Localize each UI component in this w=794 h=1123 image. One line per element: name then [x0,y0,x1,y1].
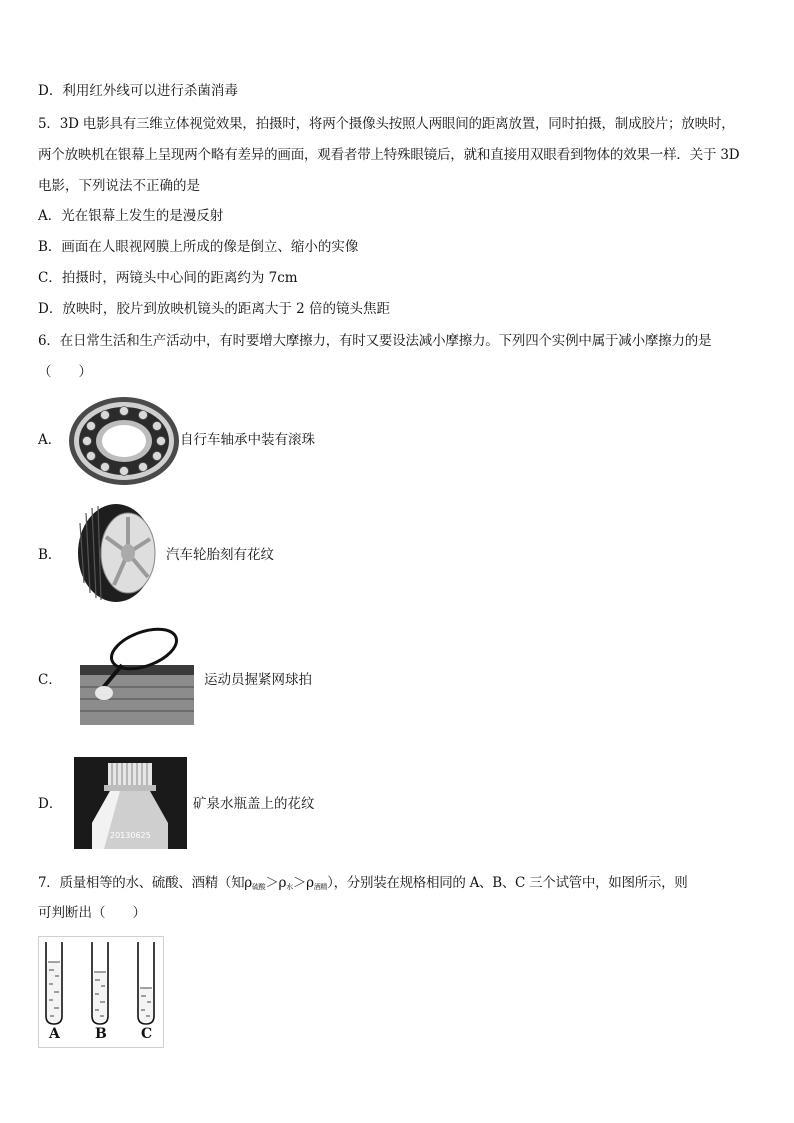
q5-option-a: A．光在银幕上发生的是漫反射 [38,208,224,224]
q7-stem-line1 [38,873,687,897]
q5-option-b: B．画面在人眼视网膜上所成的像是倒立、缩小的实像 [38,239,359,255]
bottle-date-stamp: 20130625 [110,831,151,840]
q7-stem-part2: ），分别装在规格相同的 A、B、C 三个试管中，如图所示，则 [327,875,688,891]
q6-option-a-label: A． [38,432,62,448]
q5-stem-line2: 两个放映机在银幕上呈现两个略有差异的画面，观看者带上特殊眼镜后，就和直接用双眼看到物体的效果一样．关于 3D [38,147,740,163]
q5-stem-line1: 5．3D 电影具有三维立体视觉效果，拍摄时，将两个摄像头按照人两眼间的距离放置，同时拍摄，制成胶片；放映时， [38,116,735,132]
q7-sub-alcohol: 酒精 [313,883,328,891]
q6-option-b-label: B． [38,547,62,563]
q4-option-d: D．利用红外线可以进行杀菌消毒 [38,83,238,99]
q6-option-b-text: 汽车轮胎刻有花纹 [166,547,274,563]
q7-stem-line2: 可判断出（ ） [38,905,146,921]
tennis-racket-image [80,627,194,725]
tube-b-label: B [95,1026,107,1042]
q7-gt2: ＞ρ [292,875,314,891]
q7-sub-water: 水 [286,883,293,891]
q6-option-a-text: 自行车轴承中装有滚珠 [180,432,315,448]
q5-option-d: D．放映时，胶片到放映机镜头的距离大于 2 倍的镜头焦距 [38,301,390,317]
tube-c-label: C [141,1026,153,1042]
q6-option-d-text: 矿泉水瓶盖上的花纹 [193,796,315,812]
ball-bearing-image [68,396,180,486]
q6-option-c-text: 运动员握紧网球拍 [204,672,312,688]
q7-stem-part1: 7．质量相等的水、硫酸、酒精（知ρ [38,875,252,891]
car-tire-image [70,503,162,603]
q6-option-c-label: C． [38,672,62,688]
q5-stem-line3: 电影，下列说法不正确的是 [38,178,200,194]
q7-sub-acid: 硫酸 [251,883,266,891]
q7-gt1: ＞ρ [265,875,287,891]
bottle-cap-image [74,757,187,849]
q6-option-d-label: D． [38,796,63,812]
test-tubes-figure [38,936,164,1048]
tube-a-label: A [49,1026,60,1042]
q5-option-c: C．拍摄时，两镜头中心间的距离约为 7cm [38,270,298,286]
q6-stem-line2: （ ） [38,364,92,380]
q6-stem-line1: 6．在日常生活和生产活动中，有时要增大摩擦力，有时又要设法减小摩擦力。下列四个实例中属于减小摩擦力的是 [38,333,712,349]
